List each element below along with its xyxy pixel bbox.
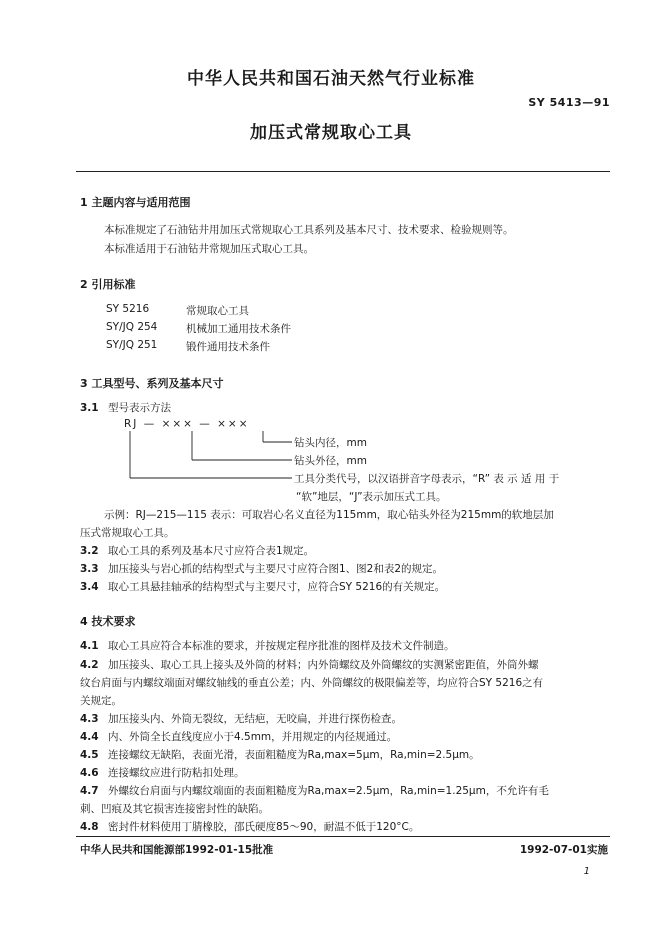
ref-code: SY 5216 bbox=[106, 303, 150, 315]
org-title: 中华人民共和国石油天然气行业标准 bbox=[187, 69, 475, 89]
label-tool-type-line-2: “软”地层，“J”表示加压式工具。 bbox=[296, 491, 447, 503]
section-4-heading: 4 技术要求 bbox=[80, 615, 136, 628]
clause-4-4 bbox=[80, 729, 397, 744]
clause-number: 3.1 bbox=[80, 402, 99, 414]
clause-number: 4.5 bbox=[80, 749, 99, 761]
clause-number: 3.3 bbox=[80, 563, 99, 575]
effective-date: 1992-07-01实施 bbox=[519, 844, 608, 856]
page-number: 1 bbox=[583, 866, 590, 877]
document-title: 加压式常规取心工具 bbox=[250, 123, 412, 143]
footer-rule bbox=[76, 836, 610, 837]
ref-code: SY/JQ 254 bbox=[106, 321, 158, 333]
ref-title: 机械加工通用技术条件 bbox=[186, 323, 291, 335]
clause-4-5 bbox=[80, 747, 480, 762]
clause-4-1 bbox=[80, 638, 455, 653]
clause-number: 4.8 bbox=[80, 821, 99, 833]
clause-text: 密封件材料使用丁腈橡胶，邵氏硬度85～90，耐温不低于120°C。 bbox=[108, 821, 420, 833]
clause-4-8 bbox=[80, 819, 419, 834]
clause-number: 4.2 bbox=[80, 659, 99, 671]
clause-4-7 bbox=[80, 783, 549, 798]
section-1-paragraph-2: 本标准适用于石油钻井常规加压式取心工具。 bbox=[104, 243, 314, 255]
clause-text: 取心工具的系列及基本尺寸应符合表1规定。 bbox=[108, 545, 315, 557]
clause-3-3 bbox=[80, 561, 443, 576]
clause-number: 4.3 bbox=[80, 713, 99, 725]
clause-4-2-line-2: 纹台肩面与内螺纹端面对螺纹轴线的垂直公差；内、外筒螺纹的极限偏差等，均应符合SY 5216之有 bbox=[80, 677, 544, 689]
model-code: RJ — ××× — ××× bbox=[124, 418, 250, 430]
clause-text: 加压接头内、外筒无裂纹，无结疤，无咬扁，并进行探伤检查。 bbox=[108, 713, 402, 725]
clause-number: 4.6 bbox=[80, 767, 99, 779]
clause-3-4 bbox=[80, 579, 445, 594]
ref-title: 常规取心工具 bbox=[186, 305, 249, 317]
clause-text: 型号表示方法 bbox=[108, 402, 171, 414]
ref-title: 锻件通用技术条件 bbox=[186, 341, 270, 353]
clause-text: 加压接头、取心工具上接头及外筒的材料；内外筒螺纹及外筒螺纹的实测紧密距值，外筒外螺 bbox=[108, 659, 539, 671]
section-2-heading: 2 引用标准 bbox=[80, 278, 136, 291]
clause-text: 取心工具悬挂轴承的结构型式与主要尺寸，应符合SY 5216的有关规定。 bbox=[108, 581, 446, 593]
clause-number: 4.4 bbox=[80, 731, 99, 743]
clause-text: 连接螺纹应进行防粘扣处理。 bbox=[108, 767, 245, 779]
clause-text: 加压接头与岩心抓的结构型式与主要尺寸应符合图1、图2和表2的规定。 bbox=[108, 563, 444, 575]
clause-text: 内、外筒全长直线度应小于4.5mm，并用规定的内径规通过。 bbox=[108, 731, 398, 743]
label-tool-type-line-1: 工具分类代号，以汉语拼音字母表示，“R” 表 示 适 用 于 bbox=[294, 473, 560, 485]
clause-3-2 bbox=[80, 543, 314, 558]
label-bit-inner-diameter: 钻头内径，mm bbox=[294, 437, 367, 449]
clause-text: 外螺纹台肩面与内螺纹端面的表面粗糙度为Ra,max=2.5μm，Ra,min=1.25μm，不允许有毛 bbox=[108, 785, 549, 797]
clause-number: 3.4 bbox=[80, 581, 99, 593]
clause-4-2-line-3: 关规定。 bbox=[80, 695, 122, 707]
example-line-2: 压式常规取心工具。 bbox=[80, 527, 175, 539]
clause-4-2 bbox=[80, 657, 539, 672]
ref-code: SY/JQ 251 bbox=[106, 339, 158, 351]
clause-number: 4.7 bbox=[80, 785, 99, 797]
clause-text: 取心工具应符合本标准的要求，并按规定程序批准的图样及技术文件制造。 bbox=[108, 640, 455, 652]
clause-4-7-line-2: 刺、凹痕及其它损害连接密封性的缺陷。 bbox=[80, 803, 269, 815]
clause-4-6 bbox=[80, 765, 245, 780]
clause-4-3 bbox=[80, 711, 402, 726]
clause-text: 连接螺纹无缺陷，表面光滑，表面粗糙度为Ra,max=5μm，Ra,min=2.5μm。 bbox=[108, 749, 480, 761]
section-3-heading: 3 工具型号、系列及基本尺寸 bbox=[80, 377, 224, 390]
standard-number: SY 5413—91 bbox=[528, 96, 610, 109]
approval-statement: 中华人民共和国能源部1992-01-15批准 bbox=[80, 844, 274, 856]
example-line-1: 示例：RJ—215—115 表示：可取岩心名义直径为115mm，取心钻头外径为215mm的软地层加 bbox=[104, 509, 554, 521]
section-1-heading: 1 主题内容与适用范围 bbox=[80, 196, 191, 209]
clause-number: 4.1 bbox=[80, 640, 99, 652]
section-1-paragraph-1: 本标准规定了石油钻井用加压式常规取心工具系列及基本尺寸、技术要求、检验规则等。 bbox=[104, 224, 514, 236]
clause-number: 3.2 bbox=[80, 545, 99, 557]
label-bit-outer-diameter: 钻头外径，mm bbox=[294, 455, 367, 467]
